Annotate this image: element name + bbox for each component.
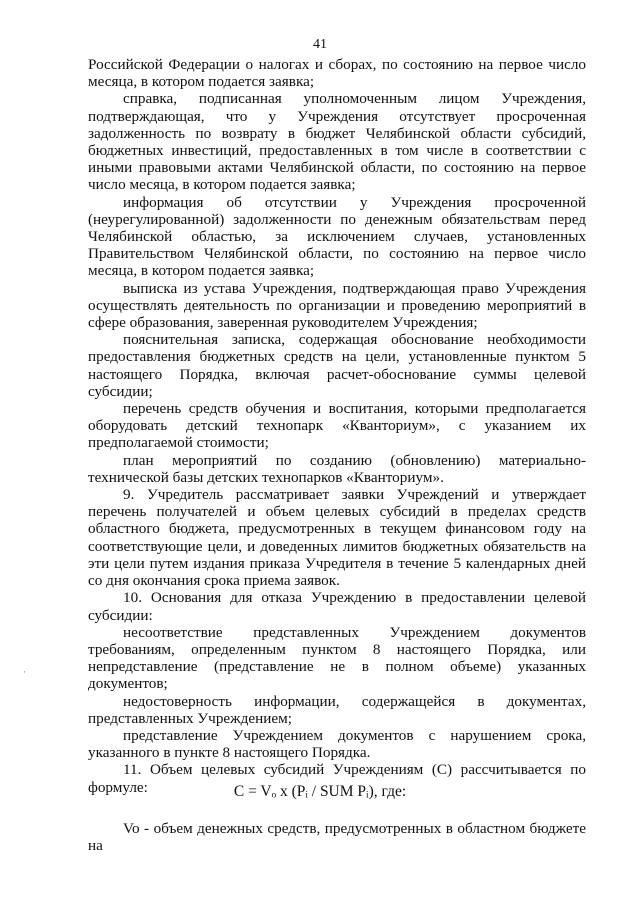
paragraph: 9. Учредитель рассматривает заявки Учреждений и утверждает перечень получателей и объем целевых субсидий в пределах средств областного бюджета, предусмотренных в текущем финансовом году на соответствующие цели, и доведенных лимитов бюджетных обязательств на эти цели путем издания приказа Учредителя в течение 5 календарных дней со дня окончания срока приема заявок.: [88, 486, 586, 590]
paragraph: перечень средств обучения и воспитания, которыми предполагается оборудовать детский технопарк «Кванториум», с указанием их предполагаемой стоимости;: [88, 400, 586, 452]
page-number: 41: [313, 37, 327, 52]
document-body: [88, 56, 586, 796]
paragraph: 11. Объем целевых субсидий Учреждениям (С) рассчитывается по формуле:: [88, 761, 586, 796]
paragraph: информация об отсутствии у Учреждения просроченной (неурегулированной) задолженности по денежным обязательствам перед Челябинской областью, за исключением случаев, установленных Правительством Челябинской области, по состоянию на первое число месяца, в котором подается заявка;: [88, 193, 586, 280]
paragraph: пояснительная записка, содержащая обоснование необходимости предоставления бюджетных средств на цели, установленные пунктом 5 настоящего Порядка, включая расчет-обоснование суммы целевой субсидии;: [88, 331, 586, 400]
margin-mark: ·: [23, 667, 26, 677]
paragraph: план мероприятий по созданию (обновлению) материально-технической базы детских технопарков «Кванториум».: [88, 451, 586, 486]
paragraph: 10. Основания для отказа Учреждению в предоставлении целевой субсидии:: [88, 589, 586, 624]
paragraph: Российской Федерации о налогах и сборах, по состоянию на первое число месяца, в котором подается заявка;: [88, 56, 586, 91]
paragraph: недостоверность информации, содержащейся в документах, представленных Учреждением;: [88, 692, 586, 727]
paragraph: представление Учреждением документов с нарушением срока, указанного в пункте 8 настоящего Порядка.: [88, 726, 586, 762]
paragraph: выписка из устава Учреждения, подтверждающая право Учреждения осуществлять деятельность по организации и проведению мероприятий в сфере образования, заверенная руководителем Учреждения;: [88, 279, 586, 332]
formula: C = Vₒ x (Pᵢ / SUM Pᵢ), где:: [233, 783, 407, 800]
paragraph: несоответствие представленных Учреждением документов требованиям, определенным пунктом 8 настоящего Порядка, или непредставление (представление не в полном объеме) указанных документов;: [88, 623, 586, 693]
paragraph: справка, подписанная уполномоченным лицом Учреждения, подтверждающая, что у Учреждения отсутствует просроченная задолженность по возврату в бюджет Челябинской области субсидий, бюджетных инвестиций, предоставленных в том числе в соответствии с иными правовыми актами Челябинской области, по состоянию на первое число месяца, в котором подается заявка;: [88, 90, 586, 194]
tail-paragraph: Vo - объем денежных средств, предусмотренных в областном бюджете на: [88, 820, 586, 855]
